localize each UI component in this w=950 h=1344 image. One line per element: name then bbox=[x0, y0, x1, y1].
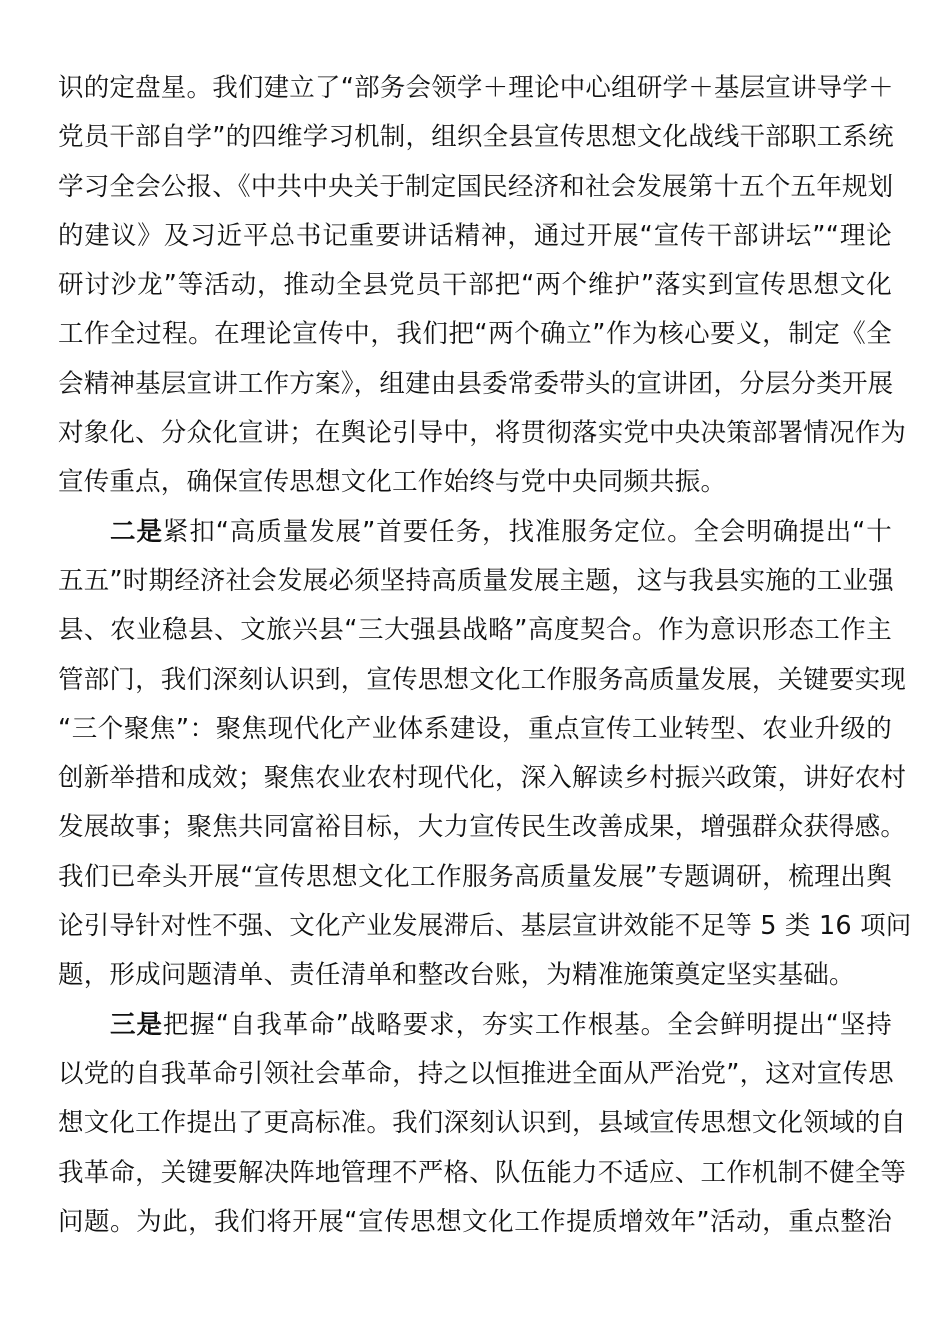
text-line: 论引导针对性不强、文化产业发展滞后、基层宣讲效能不足等 5 类 16 项问 bbox=[58, 911, 912, 942]
text-line: 创新举措和成效；聚焦农业农村现代化，深入解读乡村振兴政策，讲好农村 bbox=[58, 763, 907, 794]
text-line: 以党的自我革命引领社会革命，持之以恒推进全面从严治党”，这对宣传思 bbox=[58, 1058, 894, 1089]
text-line: 发展故事；聚焦共同富裕目标，大力宣传民生改善成果，增强群众获得感。 bbox=[58, 812, 907, 843]
text-line: 题，形成问题清单、责任清单和整改台账，为精准施策奠定坚实基础。 bbox=[58, 960, 855, 991]
text-run: 把握“自我革命”战略要求，夯实工作根基。全会鲜明提出“坚持 bbox=[162, 1009, 893, 1040]
text-line: 管部门，我们深刻认识到，宣传思想文化工作服务高质量发展，关键要实现 bbox=[58, 664, 907, 695]
text-line bbox=[58, 1001, 892, 1050]
text-run: 紧扣“高质量发展”首要任务，找准服务定位。全会明确提出“十 bbox=[162, 516, 893, 547]
document-page bbox=[58, 64, 912, 1247]
paragraph-2 bbox=[58, 508, 912, 1001]
paragraph-lead: 二是 bbox=[110, 516, 163, 547]
text-line: 问题。为此，我们将开展“宣传思想文化工作提质增效年”活动，重点整治 bbox=[58, 1206, 892, 1237]
text-line: 会精神基层宣讲工作方案》，组建由县委常委带头的宣讲团，分层分类开展 bbox=[58, 368, 894, 399]
text-line: 我们已牵头开展“宣传思想文化工作服务高质量发展”专题调研，梳理出舆 bbox=[58, 861, 892, 892]
text-line: 对象化、分众化宣讲；在舆论引导中，将贯彻落实党中央决策部署情况作为 bbox=[58, 418, 907, 449]
text-line: 想文化工作提出了更高标准。我们深刻认识到，县域宣传思想文化领域的自 bbox=[58, 1108, 907, 1139]
text-line bbox=[58, 508, 892, 557]
paragraph-lead: 三是 bbox=[110, 1009, 163, 1040]
text-line: “三个聚焦”：聚焦现代化产业体系建设，重点宣传工业转型、农业升级的 bbox=[58, 713, 892, 744]
text-line: 我革命，关键要解决阵地管理不严格、队伍能力不适应、工作机制不健全等 bbox=[58, 1157, 907, 1188]
text-line: 县、农业稳县、文旅兴县“三大强县战略”高度契合。作为意识形态工作主 bbox=[58, 615, 892, 646]
text-line: 的建议》及习近平总书记重要讲话精神，通过开展“宣传干部讲坛”“理论 bbox=[58, 220, 892, 251]
text-line: 工作全过程。在理论宣传中，我们把“两个确立”作为核心要义，制定《全 bbox=[58, 319, 892, 350]
text-line: 党员干部自学”的四维学习机制，组织全县宣传思想文化战线干部职工系统 bbox=[58, 122, 894, 153]
paragraph-1 bbox=[58, 64, 907, 508]
text-line: 五五”时期经济社会发展必须坚持高质量发展主题，这与我县实施的工业强 bbox=[58, 565, 894, 596]
text-line: 学习全会公报、《中共中央关于制定国民经济和社会发展第十五个五年规划 bbox=[58, 171, 894, 202]
paragraph-3 bbox=[58, 1001, 907, 1247]
text-line: 识的定盘星。我们建立了“部务会领学＋理论中心组研学＋基层宣讲导学＋ bbox=[58, 73, 894, 103]
text-line: 研讨沙龙”等活动，推动全县党员干部把“两个维护”落实到宣传思想文化 bbox=[58, 270, 892, 301]
text-line: 宣传重点，确保宣传思想文化工作始终与党中央同频共振。 bbox=[58, 467, 727, 498]
